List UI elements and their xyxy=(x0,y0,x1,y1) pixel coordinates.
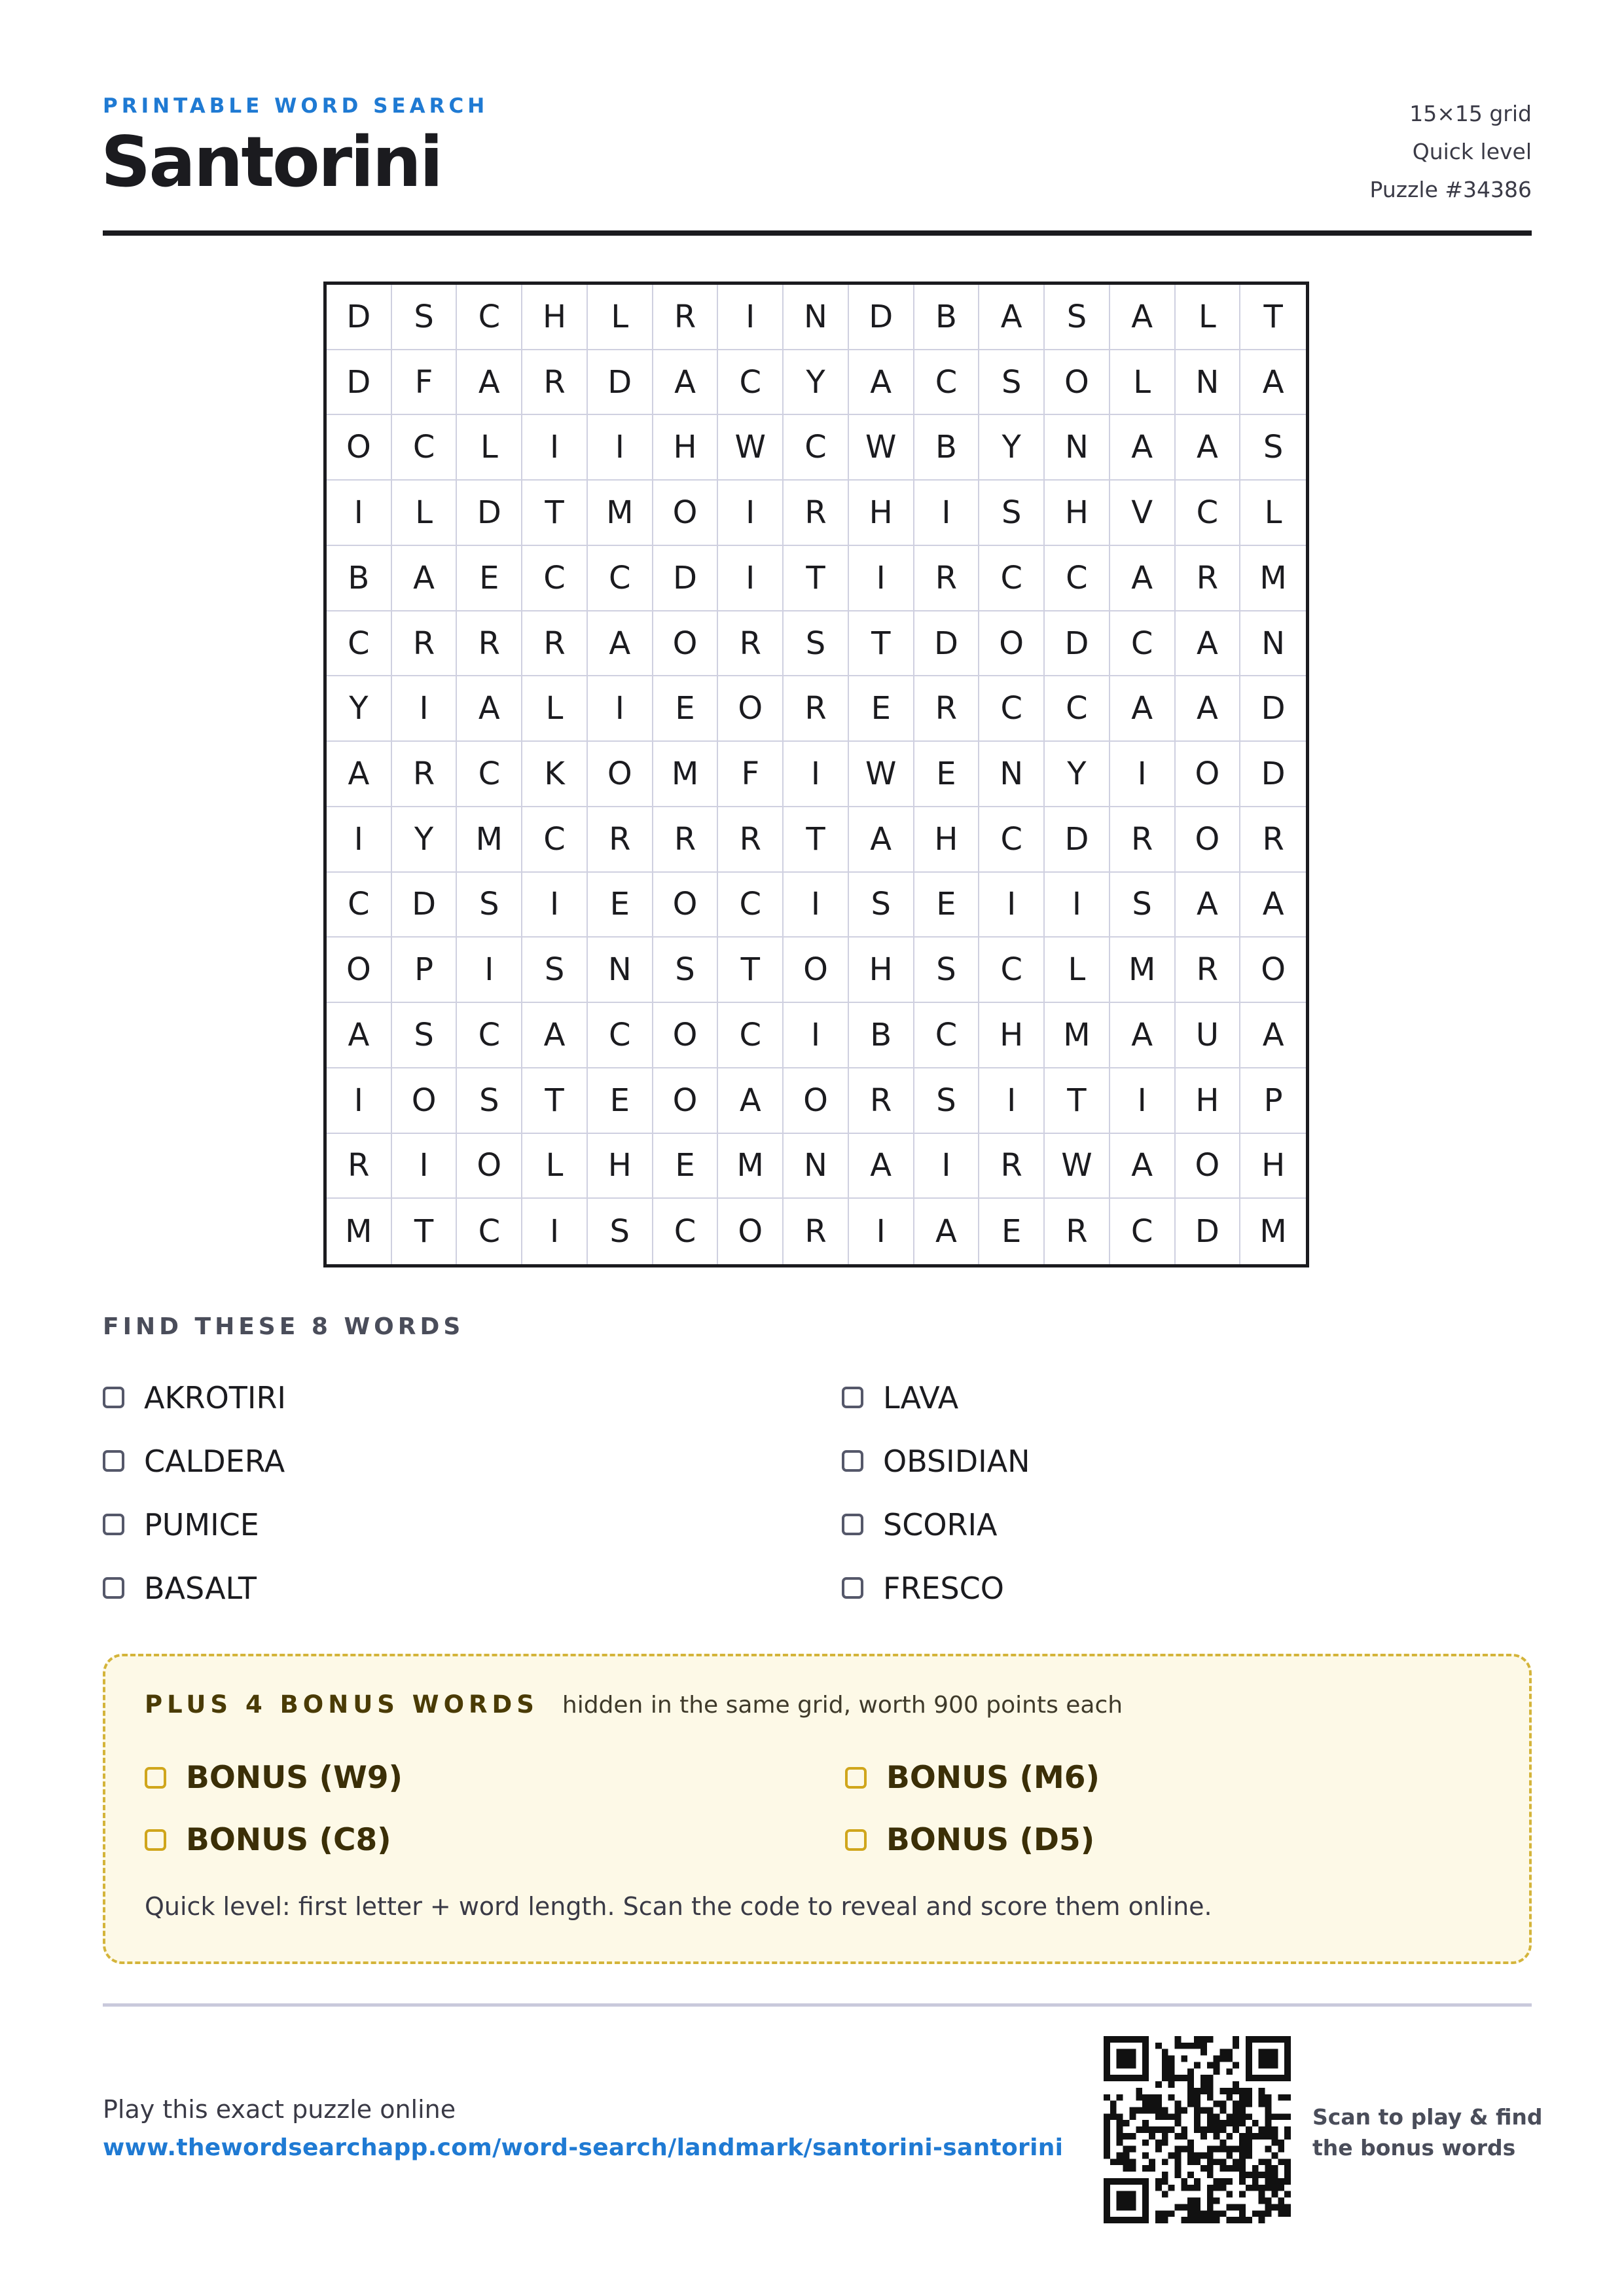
grid-cell[interactable]: D xyxy=(914,611,980,677)
grid-cell[interactable]: M xyxy=(457,807,522,873)
play-online-label: Play this exact puzzle online xyxy=(103,2095,456,2124)
grid-cell[interactable]: A xyxy=(979,285,1045,350)
grid-cell[interactable]: I xyxy=(718,285,784,350)
grid-cell[interactable]: E xyxy=(914,873,980,938)
grid-cell[interactable]: R xyxy=(588,807,653,873)
grid-cell[interactable]: M xyxy=(1110,938,1176,1003)
grid-cell[interactable]: R xyxy=(914,546,980,611)
grid-cell[interactable]: C xyxy=(392,415,458,481)
grid-cell[interactable]: Y xyxy=(784,350,849,416)
grid-cell[interactable]: C xyxy=(588,1003,653,1068)
grid-cell[interactable]: C xyxy=(457,285,522,350)
word-label: OBSIDIAN xyxy=(883,1443,1030,1479)
grid-cell[interactable]: W xyxy=(1045,1134,1110,1199)
grid-cell[interactable]: I xyxy=(784,873,849,938)
bonus-word-label: BONUS (W9) xyxy=(186,1760,403,1796)
grid-cell[interactable]: A xyxy=(1176,415,1241,481)
grid-cell[interactable]: L xyxy=(1176,285,1241,350)
grid-cell[interactable]: O xyxy=(718,1199,784,1264)
grid-cell[interactable]: C xyxy=(522,807,588,873)
grid-cell[interactable]: I xyxy=(392,1134,458,1199)
bonus-word-item[interactable] xyxy=(145,1747,845,1809)
grid-cell[interactable]: O xyxy=(457,1134,522,1199)
grid-cell[interactable]: A xyxy=(1240,1003,1306,1068)
grid-cell[interactable]: N xyxy=(1045,415,1110,481)
grid-cell[interactable]: I xyxy=(914,481,980,546)
grid-cell[interactable]: I xyxy=(457,938,522,1003)
grid-cell[interactable]: Y xyxy=(392,807,458,873)
grid-cell[interactable]: S xyxy=(653,938,719,1003)
grid-cell[interactable]: P xyxy=(1240,1068,1306,1134)
grid-cell[interactable]: C xyxy=(914,1003,980,1068)
grid-cell[interactable]: B xyxy=(849,1003,914,1068)
bonus-subtitle: hidden in the same grid, worth 900 points each xyxy=(562,1692,1123,1719)
grid-cell[interactable]: I xyxy=(1045,873,1110,938)
checkbox[interactable] xyxy=(145,1767,166,1789)
grid-cell[interactable]: A xyxy=(522,1003,588,1068)
grid-cell[interactable]: C xyxy=(784,415,849,481)
grid-cell[interactable]: M xyxy=(653,742,719,807)
grid-cell[interactable]: N xyxy=(1240,611,1306,677)
word-item[interactable] xyxy=(842,1366,1532,1429)
grid-cell[interactable]: H xyxy=(1045,481,1110,546)
grid-cell[interactable]: L xyxy=(1240,481,1306,546)
grid-cell[interactable]: I xyxy=(588,415,653,481)
word-label: FRESCO xyxy=(883,1570,1005,1606)
grid-cell[interactable]: O xyxy=(784,1068,849,1134)
grid-cell[interactable]: R xyxy=(1110,807,1176,873)
letter-grid[interactable] xyxy=(323,282,1309,1267)
grid-cell[interactable]: I xyxy=(718,481,784,546)
puzzle-meta xyxy=(1370,95,1532,209)
grid-cell[interactable]: C xyxy=(1110,1199,1176,1264)
grid-cell[interactable]: Y xyxy=(327,676,392,742)
bonus-word-item[interactable] xyxy=(845,1809,1434,1871)
checkbox[interactable] xyxy=(845,1767,867,1789)
bonus-note: Quick level: first letter + word length. Scan the code to reveal and score them online. xyxy=(145,1892,1212,1921)
grid-cell[interactable]: S xyxy=(849,873,914,938)
grid-cell[interactable]: T xyxy=(1240,285,1306,350)
grid-cell[interactable]: S xyxy=(979,350,1045,416)
grid-cell[interactable]: S xyxy=(457,873,522,938)
grid-cell[interactable]: I xyxy=(327,481,392,546)
grid-cell[interactable]: N xyxy=(588,938,653,1003)
grid-cell[interactable]: R xyxy=(522,611,588,677)
word-label: PUMICE xyxy=(144,1506,259,1542)
grid-cell[interactable]: C xyxy=(718,873,784,938)
grid-cell[interactable]: L xyxy=(392,481,458,546)
grid-cell[interactable]: O xyxy=(653,481,719,546)
grid-cell[interactable]: D xyxy=(1045,611,1110,677)
grid-cell[interactable]: P xyxy=(392,938,458,1003)
grid-cell[interactable]: Y xyxy=(1045,742,1110,807)
grid-cell[interactable]: E xyxy=(653,676,719,742)
checkbox[interactable] xyxy=(842,1514,863,1535)
grid-cell[interactable]: D xyxy=(653,546,719,611)
grid-cell[interactable]: I xyxy=(1110,742,1176,807)
grid-cell[interactable]: M xyxy=(1259,1213,1287,1250)
grid-cell[interactable]: R xyxy=(457,611,522,677)
grid-cell[interactable]: A xyxy=(327,742,392,807)
grid-cell[interactable]: O xyxy=(1176,807,1241,873)
qr-code[interactable] xyxy=(1104,2036,1291,2223)
grid-cell[interactable]: O xyxy=(1240,938,1306,1003)
grid-cell[interactable]: C xyxy=(457,742,522,807)
checkbox[interactable] xyxy=(103,1514,124,1535)
grid-cell[interactable]: H xyxy=(522,285,588,350)
grid-cell[interactable]: S xyxy=(979,481,1045,546)
grid-cell[interactable]: R xyxy=(1240,807,1306,873)
checkbox[interactable] xyxy=(842,1577,863,1599)
grid-cell[interactable]: A xyxy=(1110,1134,1176,1199)
grid-cell[interactable]: I xyxy=(522,415,588,481)
grid-cell[interactable]: A xyxy=(327,1003,392,1068)
grid-cell[interactable]: D xyxy=(327,285,392,350)
grid-cell[interactable]: I xyxy=(784,1003,849,1068)
grid-cell[interactable]: C xyxy=(1176,481,1241,546)
grid-cell[interactable]: O xyxy=(653,1068,719,1134)
grid-cell[interactable]: C xyxy=(979,938,1045,1003)
grid-cell[interactable]: L xyxy=(522,1134,588,1199)
grid-cell[interactable]: S xyxy=(1110,873,1176,938)
grid-cell[interactable]: R xyxy=(718,611,784,677)
grid-cell[interactable]: R xyxy=(653,807,719,873)
grid-cell[interactable]: S xyxy=(1045,285,1110,350)
grid-cell[interactable]: C xyxy=(914,350,980,416)
grid-cell[interactable]: I xyxy=(718,546,784,611)
grid-cell[interactable]: T xyxy=(522,481,588,546)
checkbox[interactable] xyxy=(103,1577,124,1599)
grid-cell[interactable]: A xyxy=(849,807,914,873)
grid-cell[interactable]: H xyxy=(588,1134,653,1199)
grid-cell[interactable]: E xyxy=(914,742,980,807)
grid-cell[interactable]: B xyxy=(914,285,980,350)
qr-caption-line-1: Scan to play & find xyxy=(1312,2104,1543,2130)
grid-cell[interactable]: O xyxy=(327,938,392,1003)
grid-cell[interactable]: C xyxy=(653,1199,719,1264)
grid-cell[interactable]: R xyxy=(1045,1199,1110,1264)
grid-cell[interactable]: R xyxy=(653,285,719,350)
grid-cell[interactable]: I xyxy=(392,676,458,742)
grid-cell[interactable]: D xyxy=(1045,807,1110,873)
grid-cell[interactable]: W xyxy=(849,415,914,481)
grid-cell[interactable]: T xyxy=(784,546,849,611)
grid-cell[interactable]: I xyxy=(979,1068,1045,1134)
grid-cell[interactable]: A xyxy=(849,350,914,416)
grid-cell[interactable]: H xyxy=(914,807,980,873)
grid-cell[interactable]: B xyxy=(914,415,980,481)
grid-cell[interactable]: R xyxy=(1176,938,1241,1003)
grid-cell[interactable]: E xyxy=(849,676,914,742)
grid-cell[interactable]: Y xyxy=(979,415,1045,481)
grid-cell[interactable]: T xyxy=(522,1068,588,1134)
grid-cell[interactable]: E xyxy=(588,1068,653,1134)
grid-cell[interactable]: R xyxy=(914,676,980,742)
bonus-word-list xyxy=(145,1747,1434,1871)
grid-cell[interactable]: E xyxy=(457,546,522,611)
grid-cell[interactable]: R xyxy=(784,1199,849,1264)
checkbox[interactable] xyxy=(842,1387,863,1408)
grid-cell[interactable]: F xyxy=(392,350,458,416)
grid-cell[interactable]: O xyxy=(588,742,653,807)
word-label: SCORIA xyxy=(883,1506,998,1542)
grid-cell[interactable]: T xyxy=(849,611,914,677)
grid-cell[interactable]: H xyxy=(979,1003,1045,1068)
page-title: Santorini xyxy=(101,122,442,202)
grid-cell[interactable]: W xyxy=(849,742,914,807)
grid-cell[interactable]: L xyxy=(522,676,588,742)
grid-cell[interactable]: A xyxy=(1110,1003,1176,1068)
grid-cell[interactable]: C xyxy=(457,1003,522,1068)
grid-cell[interactable]: A xyxy=(914,1199,980,1264)
grid-cell[interactable]: S xyxy=(392,1003,458,1068)
grid-cell[interactable]: I xyxy=(914,1134,980,1199)
grid-cell[interactable]: M xyxy=(1240,546,1306,611)
grid-cell[interactable]: R xyxy=(784,481,849,546)
grid-cell[interactable]: I xyxy=(327,1068,392,1134)
checkbox[interactable] xyxy=(842,1450,863,1472)
grid-cell[interactable]: E xyxy=(588,873,653,938)
grid-cell[interactable]: K xyxy=(522,742,588,807)
grid-cell[interactable]: C xyxy=(718,1003,784,1068)
grid-cell[interactable]: T xyxy=(1045,1068,1110,1134)
grid-cell[interactable]: R xyxy=(849,1068,914,1134)
grid-cell[interactable]: R xyxy=(784,676,849,742)
grid-cell[interactable]: T xyxy=(392,1199,458,1264)
grid-cell[interactable]: D xyxy=(1240,742,1306,807)
grid-cell[interactable]: M xyxy=(1045,1003,1110,1068)
grid-cell[interactable]: A xyxy=(392,546,458,611)
bonus-title: PLUS 4 BONUS WORDS xyxy=(145,1690,539,1719)
grid-cell[interactable]: C xyxy=(979,676,1045,742)
grid-cell[interactable]: C xyxy=(1045,546,1110,611)
grid-cell[interactable]: O xyxy=(653,1003,719,1068)
grid-cell[interactable]: O xyxy=(1045,350,1110,416)
grid-cell[interactable]: C xyxy=(718,350,784,416)
grid-cell[interactable]: A xyxy=(849,1134,914,1199)
word-label: CALDERA xyxy=(144,1443,285,1479)
checkbox[interactable] xyxy=(103,1450,124,1472)
grid-cell[interactable]: C xyxy=(979,807,1045,873)
qr-caption-line-2: the bonus words xyxy=(1312,2135,1516,2160)
grid-cell[interactable]: A xyxy=(457,676,522,742)
grid-cell[interactable]: R xyxy=(522,350,588,416)
header-kicker: PRINTABLE WORD SEARCH xyxy=(103,94,489,118)
word-item[interactable] xyxy=(842,1493,1532,1556)
grid-cell[interactable]: L xyxy=(1110,350,1176,416)
grid-cell[interactable]: A xyxy=(718,1068,784,1134)
grid-cell[interactable]: I xyxy=(327,807,392,873)
grid-cell[interactable]: D xyxy=(457,481,522,546)
word-label: BASALT xyxy=(144,1570,257,1606)
grid-cell[interactable]: I xyxy=(849,1199,914,1264)
grid-cell[interactable]: A xyxy=(1240,350,1306,416)
grid-cell[interactable]: L xyxy=(1045,938,1110,1003)
grid-cell[interactable]: H xyxy=(849,938,914,1003)
grid-cell[interactable]: O xyxy=(327,415,392,481)
grid-cell[interactable]: D xyxy=(1176,1199,1241,1264)
grid-cell[interactable]: O xyxy=(653,611,719,677)
grid-cell[interactable]: I xyxy=(784,742,849,807)
grid-cell[interactable]: T xyxy=(784,807,849,873)
grid-cell[interactable]: S xyxy=(588,1199,653,1264)
grid-cell[interactable]: R xyxy=(392,742,458,807)
grid-cell[interactable]: R xyxy=(1176,546,1241,611)
grid-cell[interactable]: R xyxy=(392,611,458,677)
word-item[interactable] xyxy=(103,1556,842,1620)
bonus-word-label: BONUS (C8) xyxy=(186,1822,391,1858)
word-label: LAVA xyxy=(883,1379,959,1415)
grid-cell[interactable]: R xyxy=(718,807,784,873)
grid-cell[interactable]: D xyxy=(588,350,653,416)
grid-cell[interactable]: N xyxy=(979,742,1045,807)
grid-cell[interactable]: O xyxy=(1176,1134,1241,1199)
checkbox[interactable] xyxy=(103,1387,124,1408)
grid-cell[interactable]: S xyxy=(392,285,458,350)
grid-cell[interactable]: I xyxy=(849,546,914,611)
grid-cell[interactable]: C xyxy=(522,546,588,611)
grid-cell[interactable]: E xyxy=(979,1199,1045,1264)
grid-cell[interactable]: A xyxy=(653,350,719,416)
grid-cell[interactable]: N xyxy=(784,1134,849,1199)
grid-cell[interactable]: C xyxy=(1110,611,1176,677)
bonus-panel xyxy=(103,1654,1532,1964)
bonus-word-label: BONUS (M6) xyxy=(886,1760,1100,1796)
grid-cell[interactable]: S xyxy=(914,938,980,1003)
grid-cell[interactable]: I xyxy=(522,1199,588,1264)
grid-cell[interactable]: D xyxy=(392,873,458,938)
grid-cell[interactable]: O xyxy=(392,1068,458,1134)
word-item[interactable] xyxy=(842,1556,1532,1620)
grid-cell[interactable]: S xyxy=(914,1068,980,1134)
word-item[interactable] xyxy=(103,1493,842,1556)
grid-cell[interactable]: H xyxy=(653,415,719,481)
word-item[interactable] xyxy=(103,1429,842,1493)
grid-cell[interactable]: O xyxy=(718,676,784,742)
grid-cell[interactable]: A xyxy=(1110,285,1176,350)
grid-cell[interactable]: H xyxy=(1240,1134,1306,1199)
grid-cell[interactable]: N xyxy=(784,285,849,350)
grid-cell[interactable]: C xyxy=(327,611,392,677)
level-label: Quick level xyxy=(1412,139,1532,164)
word-label: AKROTIRI xyxy=(144,1379,286,1415)
grid-cell[interactable]: A xyxy=(588,611,653,677)
grid-cell[interactable]: L xyxy=(457,415,522,481)
grid-cell[interactable]: C xyxy=(979,546,1045,611)
word-list-heading: FIND THESE 8 WORDS xyxy=(103,1313,465,1340)
puzzle-url-link[interactable]: www.thewordsearchapp.com/word-search/landmark/santorini-santorini xyxy=(103,2134,1064,2161)
grid-cell[interactable]: O xyxy=(1176,742,1241,807)
grid-cell[interactable]: S xyxy=(784,611,849,677)
grid-cell[interactable]: A xyxy=(1176,873,1241,938)
grid-cell[interactable]: B xyxy=(327,546,392,611)
grid-cell[interactable]: O xyxy=(653,873,719,938)
grid-cell[interactable]: T xyxy=(718,938,784,1003)
grid-cell[interactable]: I xyxy=(979,873,1045,938)
word-list xyxy=(103,1366,1532,1620)
grid-cell[interactable]: D xyxy=(1240,676,1306,742)
bonus-header xyxy=(145,1690,1123,1719)
grid-cell[interactable]: H xyxy=(849,481,914,546)
grid-cell[interactable]: F xyxy=(718,742,784,807)
grid-cell[interactable]: M xyxy=(327,1199,392,1264)
grid-cell[interactable]: C xyxy=(588,546,653,611)
bonus-word-item[interactable] xyxy=(145,1809,845,1871)
grid-cell[interactable]: I xyxy=(1110,1068,1176,1134)
checkbox[interactable] xyxy=(145,1829,166,1851)
footer-divider xyxy=(103,2003,1532,2007)
grid-cell[interactable]: A xyxy=(1110,415,1176,481)
grid-cell[interactable]: A xyxy=(1240,873,1306,938)
grid-cell[interactable]: D xyxy=(849,285,914,350)
grid-cell[interactable]: S xyxy=(1240,415,1306,481)
bonus-word-label: BONUS (D5) xyxy=(886,1822,1095,1858)
grid-cell[interactable]: A xyxy=(1176,676,1241,742)
grid-cell[interactable]: N xyxy=(1176,350,1241,416)
grid-cell[interactable]: U xyxy=(1176,1003,1241,1068)
grid-cell[interactable]: C xyxy=(327,873,392,938)
header-divider xyxy=(103,230,1532,236)
grid-cell[interactable]: O xyxy=(784,938,849,1003)
checkbox[interactable] xyxy=(845,1829,867,1851)
puzzle-id-label: Puzzle #34386 xyxy=(1369,177,1532,202)
grid-cell[interactable]: D xyxy=(327,350,392,416)
grid-cell[interactable]: R xyxy=(327,1134,392,1199)
grid-cell[interactable]: S xyxy=(457,1068,522,1134)
grid-cell[interactable]: E xyxy=(653,1134,719,1199)
grid-cell[interactable]: M xyxy=(718,1134,784,1199)
grid-cell[interactable]: I xyxy=(522,873,588,938)
grid-cell[interactable]: L xyxy=(588,285,653,350)
word-item[interactable] xyxy=(103,1366,842,1429)
qr-caption xyxy=(1312,2102,1543,2163)
grid-cell[interactable]: A xyxy=(1176,611,1241,677)
grid-size-label: 15×15 grid xyxy=(1409,101,1532,126)
grid-cell[interactable]: A xyxy=(457,350,522,416)
grid-cell[interactable]: H xyxy=(1176,1068,1241,1134)
grid-cell[interactable]: O xyxy=(979,611,1045,677)
grid-cell[interactable]: A xyxy=(1110,546,1176,611)
grid-cell[interactable]: W xyxy=(718,415,784,481)
grid-cell[interactable]: V xyxy=(1110,481,1176,546)
word-item[interactable] xyxy=(842,1429,1532,1493)
grid-cell[interactable]: M xyxy=(588,481,653,546)
grid-cell[interactable]: A xyxy=(1110,676,1176,742)
grid-cell[interactable]: C xyxy=(457,1199,522,1264)
grid-cell[interactable]: R xyxy=(979,1134,1045,1199)
grid-cell[interactable]: C xyxy=(1045,676,1110,742)
grid-cell[interactable]: S xyxy=(522,938,588,1003)
bonus-word-item[interactable] xyxy=(845,1747,1434,1809)
grid-cell[interactable]: I xyxy=(588,676,653,742)
